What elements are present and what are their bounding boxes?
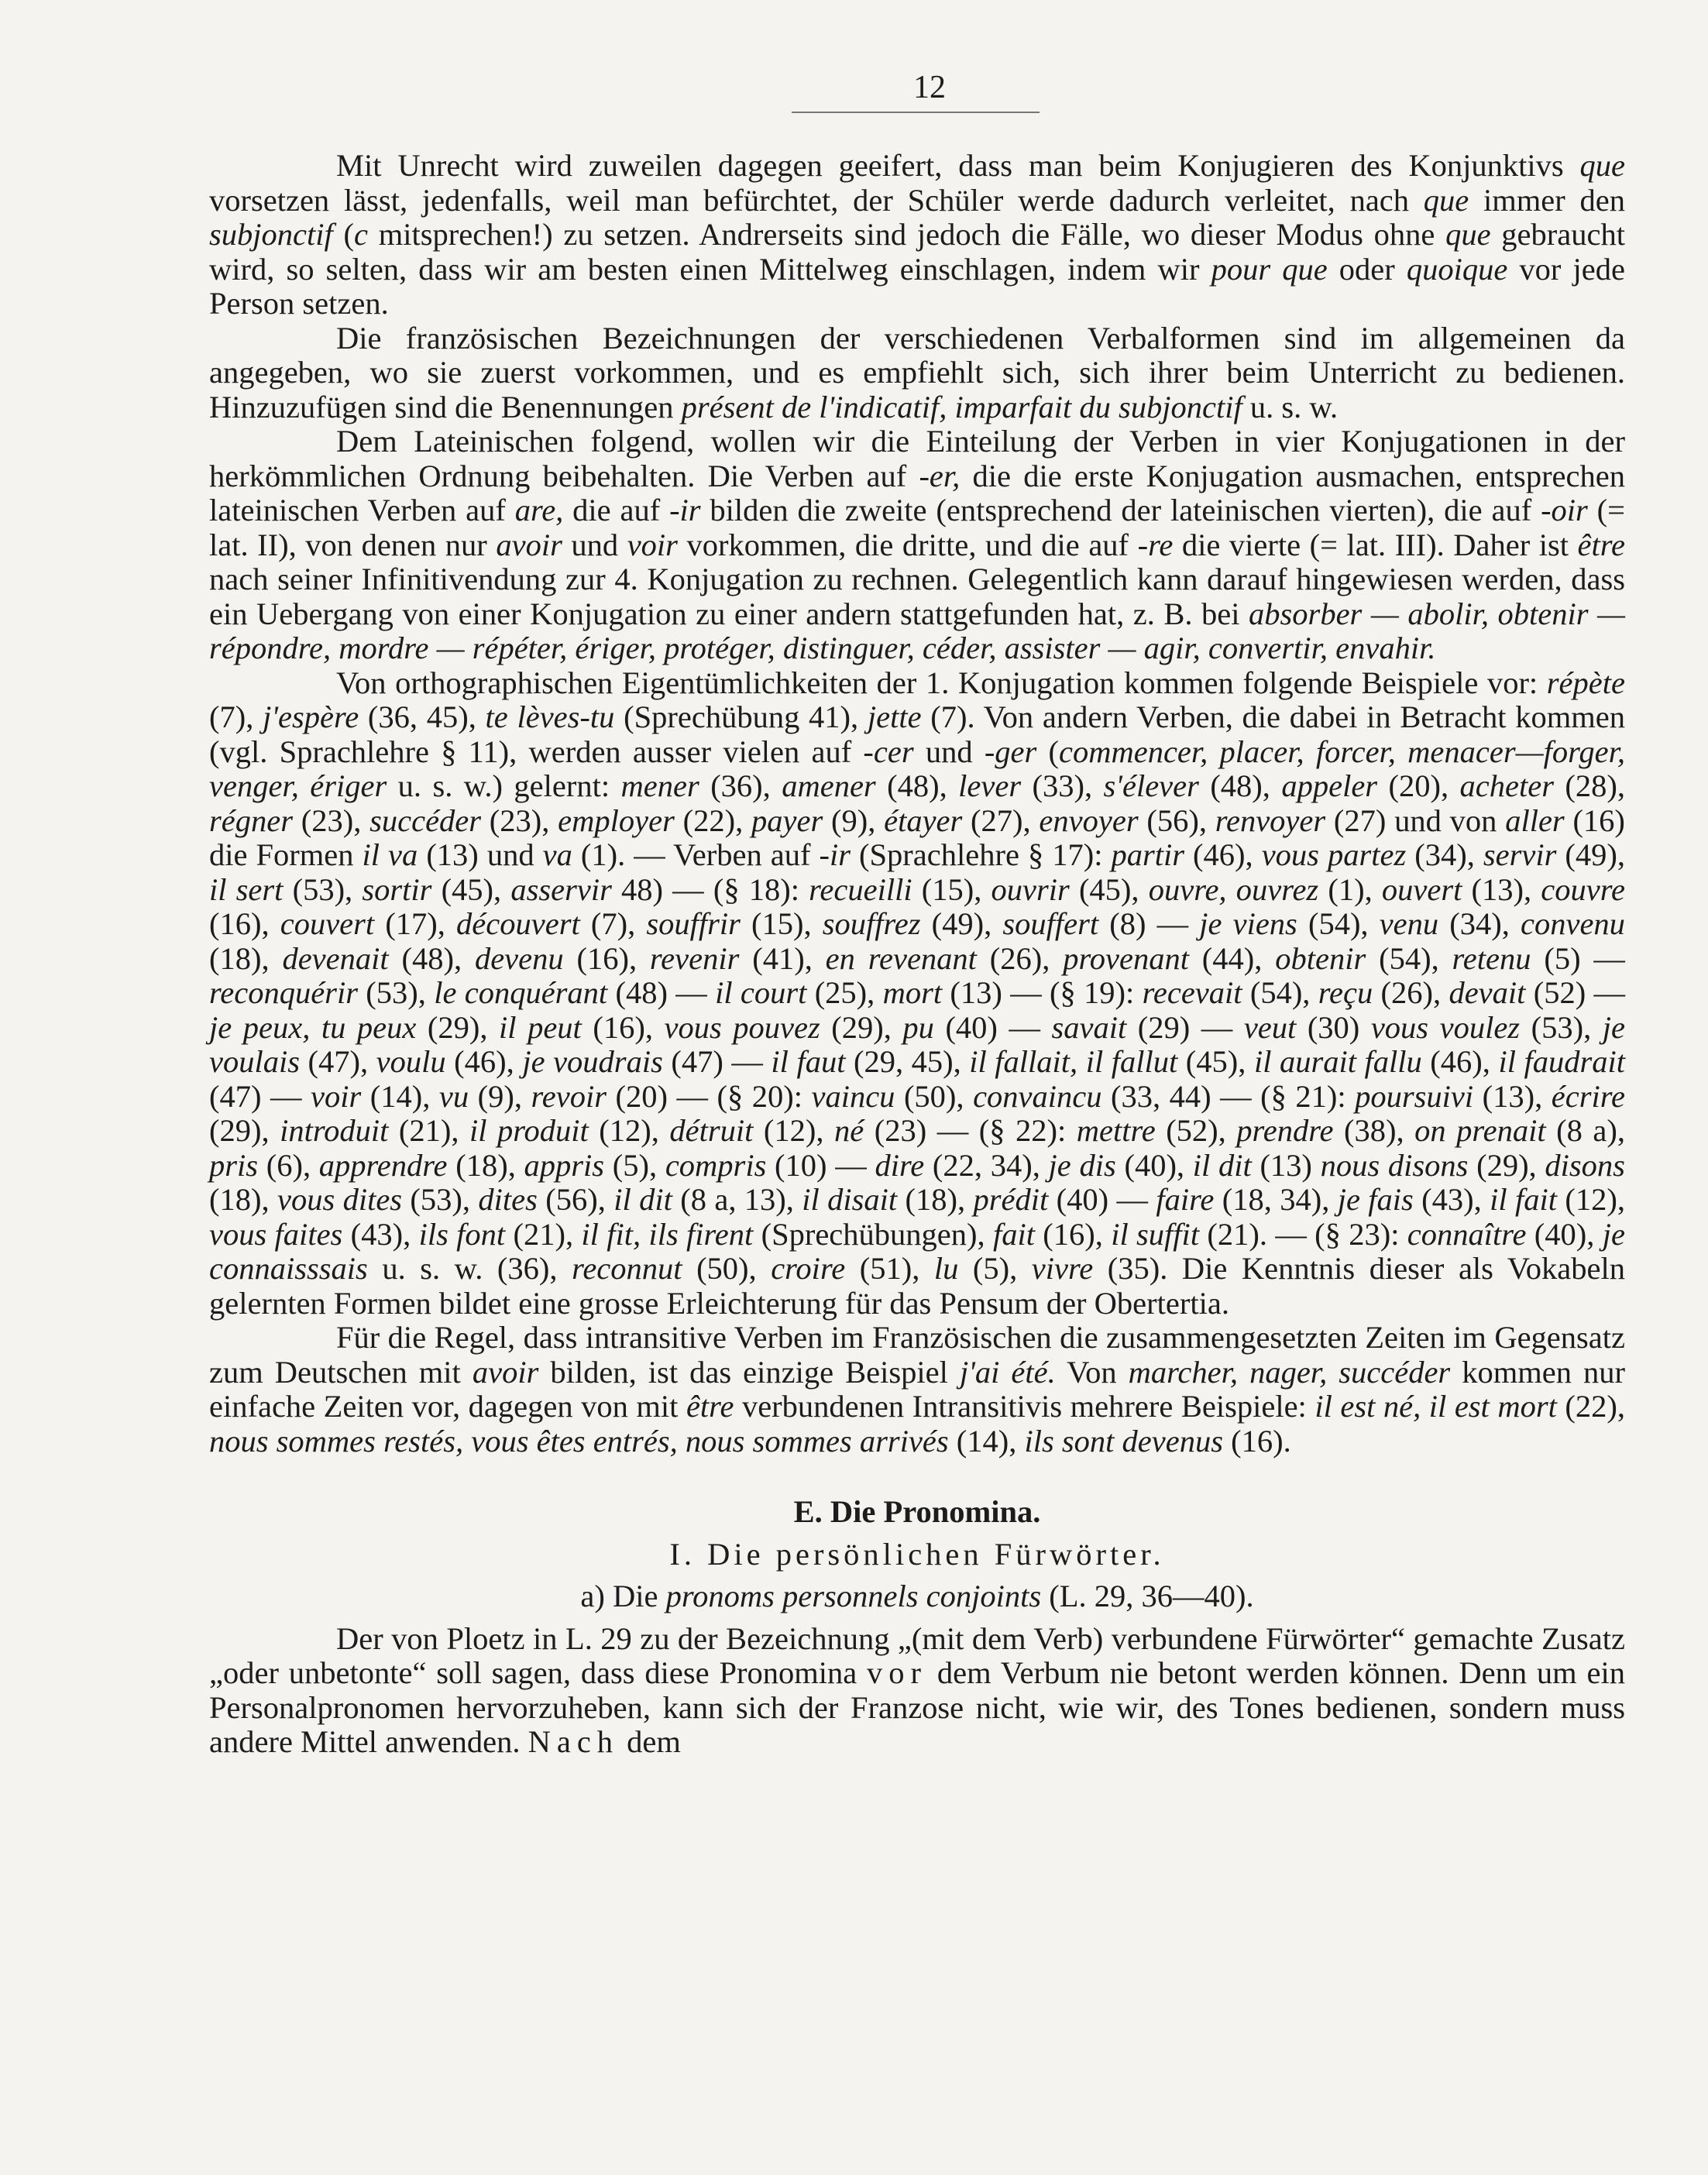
italic-term: revenir [649, 940, 740, 976]
italic-term: commencer, placer, forcer, menacer—forger, venger, ériger [209, 734, 1625, 803]
italic-term: s'élever [1103, 768, 1199, 803]
text-run: (22, 34), [924, 1147, 1049, 1183]
italic-term: poursuivi [1355, 1078, 1474, 1114]
text-run: (20), [1377, 768, 1460, 803]
text-run: (22), [674, 802, 751, 838]
italic-term: prendre [1236, 1113, 1334, 1148]
text-run: (50), [682, 1251, 772, 1286]
italic-term: quoique [1406, 251, 1508, 287]
italic-term: recueilli [809, 871, 912, 907]
text-run: (53), [283, 871, 363, 907]
italic-term: venu [1379, 906, 1439, 941]
text-run: (5), [958, 1251, 1032, 1286]
italic-term: il va [362, 837, 418, 872]
italic-term: savait [1051, 1009, 1127, 1045]
italic-term: je peux, tu peux [209, 1009, 417, 1045]
text-run: (23), [292, 802, 370, 838]
text-run: (45), [431, 871, 511, 907]
text-run: nach seiner Infinitivendung zur 4. Konjugation zu rechnen. Gelegentlich kann darauf hingewiesen werden, dass ein Uebergang von einer Konjugation zu einer andern stattgefunden hat, z. B. bei [209, 562, 1625, 631]
italic-term: pu [902, 1009, 934, 1045]
italic-term: are, [514, 493, 564, 527]
italic-term: -re [1137, 527, 1174, 562]
italic-term: ils font [418, 1216, 506, 1252]
text-run: (48) — [607, 975, 716, 1010]
text-run: (17), [374, 906, 457, 941]
text-run: (34), [1438, 906, 1521, 941]
text-run: verbundenen Intransitivis mehrere Beispiele: [734, 1389, 1315, 1424]
italic-term: vous pouvez [664, 1009, 820, 1045]
italic-term: marcher, nager, succéder [1128, 1354, 1451, 1390]
italic-term: mener [620, 768, 699, 803]
italic-term: présent de l'indicatif, imparfait du subjonctif [681, 389, 1242, 424]
text-run: (14), [948, 1423, 1025, 1459]
text-run: (13) — (§ 19): [942, 975, 1143, 1010]
text-run: u. s. w. [1242, 389, 1339, 424]
italic-term: mort [882, 975, 943, 1010]
italic-term: succéder [369, 802, 482, 838]
text-run: u. s. w. (36), [367, 1251, 572, 1286]
italic-term: vous faites [209, 1216, 343, 1252]
italic-term: provenant [1063, 940, 1189, 976]
italic-term: lu [933, 1251, 959, 1286]
italic-term: reçu [1318, 975, 1373, 1010]
text-run: und [913, 734, 985, 769]
text-run: a) Die [580, 1579, 666, 1613]
italic-term: il dit [613, 1182, 672, 1217]
text-run: (53), [1520, 1009, 1603, 1045]
text-run: (9), [469, 1078, 531, 1114]
italic-term: souffrir [646, 906, 741, 941]
italic-term: retenu [1452, 940, 1531, 976]
text-run: immer den [1469, 182, 1625, 218]
text-run: (5) — [1531, 940, 1625, 976]
text-run: (43), [1413, 1182, 1490, 1217]
text-run: Von orthographischen Eigentümlichkeiten der 1. Konjugation kommen folgende Beispiele vor: [336, 665, 1547, 700]
paragraph-6 [209, 1622, 1625, 1760]
text-run: (8 a, 13), [672, 1182, 802, 1217]
italic-term: va [542, 837, 572, 872]
italic-term: nous sommes restés, vous êtes entrés, nous sommes arrivés [209, 1423, 949, 1459]
text-run: die die erste Konjugation ausmachen, entsprechen lateinischen Verben auf [209, 458, 1625, 527]
italic-term: introduit [280, 1113, 389, 1148]
italic-term: disons [1545, 1147, 1625, 1183]
text-run: (16) die Formen [209, 802, 1625, 872]
text-run: (34), [1406, 837, 1483, 872]
italic-term: il sert [209, 871, 284, 907]
italic-term: payer [751, 802, 823, 838]
paragraph-2 [209, 321, 1625, 425]
text-run: (23), [481, 802, 558, 838]
text-run: (21), [388, 1113, 469, 1148]
italic-term: vaincu [811, 1078, 895, 1114]
text-run: (28), [1553, 768, 1625, 803]
italic-term: compris [665, 1147, 767, 1183]
text-run: (13), [1462, 871, 1541, 907]
text-run: (18, 34), [1214, 1182, 1338, 1217]
text-run: (18), [897, 1182, 974, 1217]
text-run: (53), [402, 1182, 479, 1217]
italic-term: jette [867, 699, 922, 734]
italic-term: j'ai été. [959, 1354, 1056, 1390]
text-run: (45), [1177, 1044, 1254, 1079]
text-run: (47) — [209, 1078, 311, 1114]
text-run: (= lat. II), von denen nur [209, 493, 1625, 562]
text-run: (15), [740, 906, 823, 941]
text-run: (48), [388, 940, 475, 976]
text-run: (33), [1021, 768, 1104, 803]
italic-term: ouvert [1381, 871, 1462, 907]
text-run: (13), [1473, 1078, 1552, 1114]
italic-term: en revenant [825, 940, 977, 976]
italic-term: voir [311, 1078, 362, 1114]
text-run: (1). — Verben auf [572, 837, 820, 872]
italic-term: pris [209, 1147, 259, 1183]
italic-term: détruit [669, 1113, 754, 1148]
text-run: (8) — [1098, 906, 1200, 941]
italic-term: acheter [1459, 768, 1554, 803]
italic-term: je voudrais [522, 1044, 663, 1079]
italic-term: que [1423, 182, 1469, 218]
text-run: (43), [342, 1216, 419, 1252]
text-run: (21), [505, 1216, 582, 1252]
italic-term: le conquérant [434, 975, 608, 1010]
text-run: (48), [1198, 768, 1282, 803]
text-run: vorkommen, die dritte, und die auf [677, 527, 1138, 562]
text-run: (20) — (§ 20): [606, 1078, 812, 1114]
text-run: (8 a), [1545, 1113, 1625, 1148]
text-run: (18), [209, 940, 283, 976]
text-run: (54), [1297, 906, 1380, 941]
italic-term: -cer [863, 734, 914, 769]
text-run: (7). Von andern Verben, die dabei in Betracht kommen (vgl. Sprachlehre § 11), werden ausser vielen auf [209, 699, 1625, 769]
italic-term: il fit, ils firent [581, 1216, 754, 1252]
text-run: gebraucht wird, so selten, dass wir am besten einen Mittelweg einschlagen, indem wir [209, 217, 1625, 287]
text-run: (47), [300, 1044, 376, 1079]
text-run: u. s. w.) gelernt: [387, 768, 621, 803]
italic-term: convaincu [973, 1078, 1102, 1114]
text-run: Für die Regel, dass intransitive Verben im Französischen die zusammengesetzten Zeiten im Gegensatz zum Deutschen mit [209, 1320, 1625, 1390]
text-run: (46), [1421, 1044, 1499, 1079]
text-run: (49), [1556, 837, 1625, 872]
italic-term: ils sont devenus [1024, 1423, 1223, 1459]
italic-term: -er, [919, 458, 961, 493]
italic-term: pour que [1211, 251, 1328, 287]
text-run: (16), [1034, 1216, 1112, 1252]
italic-term: te lèves-tu [485, 699, 615, 734]
italic-term: -ir [819, 837, 851, 872]
text-run: (1), [1318, 871, 1382, 907]
text-run: (13) und [418, 837, 543, 872]
text-run: (27) und von [1325, 802, 1506, 838]
text-run: vorsetzen lässt, jedenfalls, weil man befürchtet, der Schüler werde dadurch verleitet, nach [209, 182, 1424, 218]
italic-term: répète [1546, 665, 1625, 700]
text-run: (29), [209, 1113, 280, 1148]
text-run: (47) — [662, 1044, 772, 1079]
italic-term: -ir [669, 493, 701, 527]
text-run: (48), [875, 768, 959, 803]
text-run: (12), [1557, 1182, 1625, 1217]
text-run: (15), [912, 871, 991, 907]
italic-term: prédit [973, 1182, 1049, 1217]
text-run: (29), [1468, 1147, 1545, 1183]
text-run: (51), [845, 1251, 934, 1286]
text-run: und [562, 527, 627, 562]
text-run: dem [619, 1724, 681, 1759]
subsub-heading [209, 1579, 1625, 1614]
text-run: die vierte (= lat. III). Daher ist [1173, 527, 1578, 562]
text-run: (6), [258, 1147, 319, 1183]
body-text [209, 149, 1625, 1760]
italic-term: il fallait, il fallut [969, 1044, 1178, 1079]
text-run: Von [1055, 1354, 1129, 1390]
italic-term: il suffit [1111, 1216, 1200, 1252]
italic-term: veut [1243, 1009, 1297, 1045]
italic-term: devait [1449, 975, 1526, 1010]
text-run: ( [332, 217, 354, 252]
italic-term: vu [438, 1078, 469, 1114]
italic-term: né [834, 1113, 864, 1148]
text-run: (50), [895, 1078, 974, 1114]
italic-term: écrire [1551, 1078, 1625, 1114]
text-run: (16). [1223, 1423, 1291, 1459]
text-run: (Sprachlehre § 17): [851, 837, 1112, 872]
sub-heading: I. Die persönlichen Fürwörter. [669, 1536, 1165, 1572]
text-run: (5), [604, 1147, 665, 1183]
text-run: kommen nur einfache Zeiten vor, dagegen von mit [209, 1354, 1626, 1424]
text-run: (52) — [1525, 975, 1625, 1010]
italic-term: revoir [531, 1078, 607, 1114]
text-run: (22), [1556, 1389, 1625, 1424]
italic-term: vivre [1031, 1251, 1094, 1286]
italic-term: aller [1505, 802, 1565, 838]
italic-term: connaître [1407, 1216, 1527, 1252]
text-run: (40) — [1048, 1182, 1156, 1217]
text-run: (40) — [933, 1009, 1052, 1045]
italic-term: absorber — abolir, obtenir — répondre, mordre — répéter, ériger, protéger, distinguer, céder, assister — agir, convertir, envahir. [209, 596, 1625, 665]
text-run: (53), [357, 975, 435, 1010]
text-run: Die französischen Bezeichnungen der verschiedenen Verbalformen sind im allgemeinen da angegeben, wo sie zuerst vorkommen, und es empfiehlt sich, sich ihrer beim Unterricht zu bedienen. Hinzuzufügen sind die Benennungen [209, 320, 1625, 424]
text-run: (9), [823, 802, 885, 838]
text-run: (7), [209, 699, 263, 734]
section-heading: E. Die Pronomina. [793, 1494, 1041, 1529]
italic-term: subjonctif [209, 217, 333, 252]
italic-term: asservir [510, 871, 612, 907]
text-run: (14), [361, 1078, 439, 1114]
text-run: (18), [209, 1182, 277, 1217]
text-run: (36, 45), [359, 699, 486, 734]
italic-term: sortir [362, 871, 432, 907]
italic-term: couvre [1541, 871, 1625, 907]
text-run: (12), [588, 1113, 670, 1148]
text-run: bilden die zweite (entsprechend der lateinischen vierten), die auf [700, 493, 1541, 527]
text-run: (56), [1138, 802, 1215, 838]
text-run: (10) — [766, 1147, 875, 1183]
italic-term: découvert [456, 906, 580, 941]
text-run: (46), [1184, 837, 1262, 872]
page-number: 12 [913, 70, 946, 105]
text-run: (33, 44) — (§ 21): [1101, 1078, 1356, 1114]
italic-term: -ger [984, 734, 1037, 769]
italic-term: apprendre [318, 1147, 448, 1183]
text-run: (36), [699, 768, 782, 803]
text-run: (26), [976, 940, 1064, 976]
text-run: (46), [445, 1044, 523, 1079]
italic-term: envoyer [1039, 802, 1139, 838]
italic-term: que [1579, 148, 1625, 183]
text-run: (41), [739, 940, 826, 976]
italic-term: renvoyer [1215, 802, 1326, 838]
italic-term: avoir [496, 527, 562, 562]
italic-term: recevait [1142, 975, 1242, 1010]
text-run: (26), [1373, 975, 1449, 1010]
italic-term: pronoms personnels conjoints [665, 1579, 1042, 1613]
text-run: (29), [416, 1009, 500, 1045]
text-run: vor jede Person setzen. [209, 251, 1625, 321]
italic-term: il faudrait [1498, 1044, 1626, 1079]
text-run: dem Verbum nie betont werden können. Denn um ein Personalpronomen hervorzuheben, kann sich der Franzose nicht, wie wir, des Tones bedienen, sondern muss andere Mittel anwenden. [209, 1655, 1625, 1759]
text-run: (Sprechübungen), [753, 1216, 993, 1252]
italic-term: il faut [771, 1044, 846, 1079]
italic-term: régner [209, 802, 293, 838]
italic-term: -oir [1541, 493, 1588, 527]
italic-term: ouvre, ouvrez [1148, 871, 1319, 907]
italic-term: je dis [1048, 1147, 1116, 1183]
text-run: (54), [1242, 975, 1318, 1010]
text-run: (Sprechübung 41), [614, 699, 868, 734]
italic-term: être [686, 1389, 734, 1424]
spaced-emphasis: vor [867, 1655, 928, 1690]
paragraph-4 [209, 666, 1625, 1321]
italic-term: étayer [884, 802, 963, 838]
italic-term: dire [875, 1147, 925, 1183]
italic-term: je viens [1199, 906, 1297, 941]
text-run: (40), [1115, 1147, 1193, 1183]
italic-term: devenu [474, 940, 564, 976]
text-run: (54), [1366, 940, 1452, 976]
text-run: (18), [447, 1147, 524, 1183]
italic-term: nous disons [1320, 1147, 1469, 1183]
text-run: (16), [209, 906, 280, 941]
italic-term: faire [1156, 1182, 1215, 1217]
paragraph-5 [209, 1321, 1625, 1459]
italic-term: que [1445, 217, 1491, 252]
text-run: 48) — (§ 18): [611, 871, 809, 907]
text-run: (30) [1296, 1009, 1371, 1045]
italic-term: reconnut [572, 1251, 682, 1286]
italic-term: il court [715, 975, 807, 1010]
text-run: (16), [581, 1009, 665, 1045]
italic-term: il disait [802, 1182, 898, 1217]
italic-term: souffrez [822, 906, 921, 941]
italic-term: obtenir [1275, 940, 1366, 976]
italic-term: il est né, il est mort [1315, 1389, 1557, 1424]
italic-term: vous partez [1261, 837, 1407, 872]
italic-term: croire [771, 1251, 846, 1286]
text-run: ( [1036, 734, 1059, 769]
italic-term: reconquérir [209, 975, 358, 1010]
text-run: (29) — [1126, 1009, 1244, 1045]
text-run: (25), [806, 975, 883, 1010]
text-run: (16), [563, 940, 650, 976]
header-rule [792, 112, 1040, 113]
italic-term: j'espère [263, 699, 359, 734]
italic-term: voir [627, 527, 678, 562]
italic-term: vous dites [277, 1182, 403, 1217]
italic-term: employer [558, 802, 675, 838]
text-run: bilden, ist das einzige Beispiel [538, 1354, 960, 1390]
italic-term: il produit [469, 1113, 589, 1148]
paragraph-1 [209, 149, 1625, 321]
spaced-emphasis: Nach [528, 1724, 620, 1759]
text-run: Dem Lateinischen folgend, wollen wir die Einteilung der Verben in vier Konjugationen in der herkömmlichen Ordnung beibehalten. Die Verben auf [209, 424, 1625, 493]
text-run: (23) — (§ 22): [864, 1113, 1077, 1148]
italic-term: lever [958, 768, 1022, 803]
italic-term: mettre [1076, 1113, 1156, 1148]
italic-term: je connaisssais [209, 1216, 1625, 1286]
text-run: (40), [1526, 1216, 1603, 1252]
text-run: (44), [1188, 940, 1276, 976]
italic-term: amener [782, 768, 876, 803]
text-run: Mit Unrecht wird zuweilen dagegen geeifert, dass man beim Konjugieren des Konjunktivs [336, 148, 1580, 183]
text-run: oder [1327, 251, 1407, 287]
italic-term: dites [478, 1182, 538, 1217]
text-run: (12), [753, 1113, 834, 1148]
italic-term: ouvrir [991, 871, 1070, 907]
italic-term: avoir [472, 1354, 539, 1390]
italic-term: il dit [1192, 1147, 1252, 1183]
text-run: (21). — (§ 23): [1199, 1216, 1407, 1252]
text-run: (L. 29, 36—40). [1041, 1579, 1254, 1613]
italic-term: il aurait fallu [1253, 1044, 1422, 1079]
italic-term: souffert [1002, 906, 1099, 941]
text-run: mitsprechen!) zu setzen. Andrerseits sind jedoch die Fälle, wo dieser Modus ohne [367, 217, 1446, 252]
text-run: (49), [920, 906, 1003, 941]
text-run: (13) [1251, 1147, 1321, 1183]
italic-term: appris [524, 1147, 605, 1183]
italic-term: je fais [1337, 1182, 1414, 1217]
italic-term: couvert [280, 906, 375, 941]
italic-term: partir [1111, 837, 1185, 872]
text-run: (35). Die Kenntnis dieser als Vokabeln gelernten Formen bildet eine grosse Erleichterung für das Pensum der Obertertia. [209, 1251, 1625, 1321]
text-run: Der von Ploetz in L. 29 zu der Bezeichnung „(mit dem Verb) verbundene Fürwörter“ gemachte Zusatz „oder unbetonte“ soll sagen, dass diese Pronomina [209, 1620, 1625, 1690]
text-run: (27), [962, 802, 1040, 838]
italic-term: il fait [1490, 1182, 1558, 1217]
italic-term: il peut [499, 1009, 582, 1045]
italic-term: devenait [282, 940, 389, 976]
text-run: (52), [1155, 1113, 1237, 1148]
italic-term: je voulais [209, 1009, 1625, 1079]
text-run: (29, 45), [845, 1044, 970, 1079]
text-run: die auf [563, 493, 670, 527]
italic-term: voulu [376, 1044, 446, 1079]
italic-term: on prenait [1414, 1113, 1546, 1148]
text-run: (29), [820, 1009, 903, 1045]
text-run: (56), [537, 1182, 614, 1217]
text-run: (7), [579, 906, 647, 941]
italic-term: convenu [1521, 906, 1625, 941]
text-run: (45), [1069, 871, 1149, 907]
italic-term: fait [992, 1216, 1035, 1252]
italic-term: servir [1483, 837, 1557, 872]
paragraph-3 [209, 424, 1625, 666]
italic-term: appeler [1281, 768, 1378, 803]
italic-term: être [1577, 527, 1626, 562]
italic-term: c [353, 217, 368, 252]
text-run: (38), [1333, 1113, 1415, 1148]
italic-term: vous voulez [1370, 1009, 1521, 1045]
